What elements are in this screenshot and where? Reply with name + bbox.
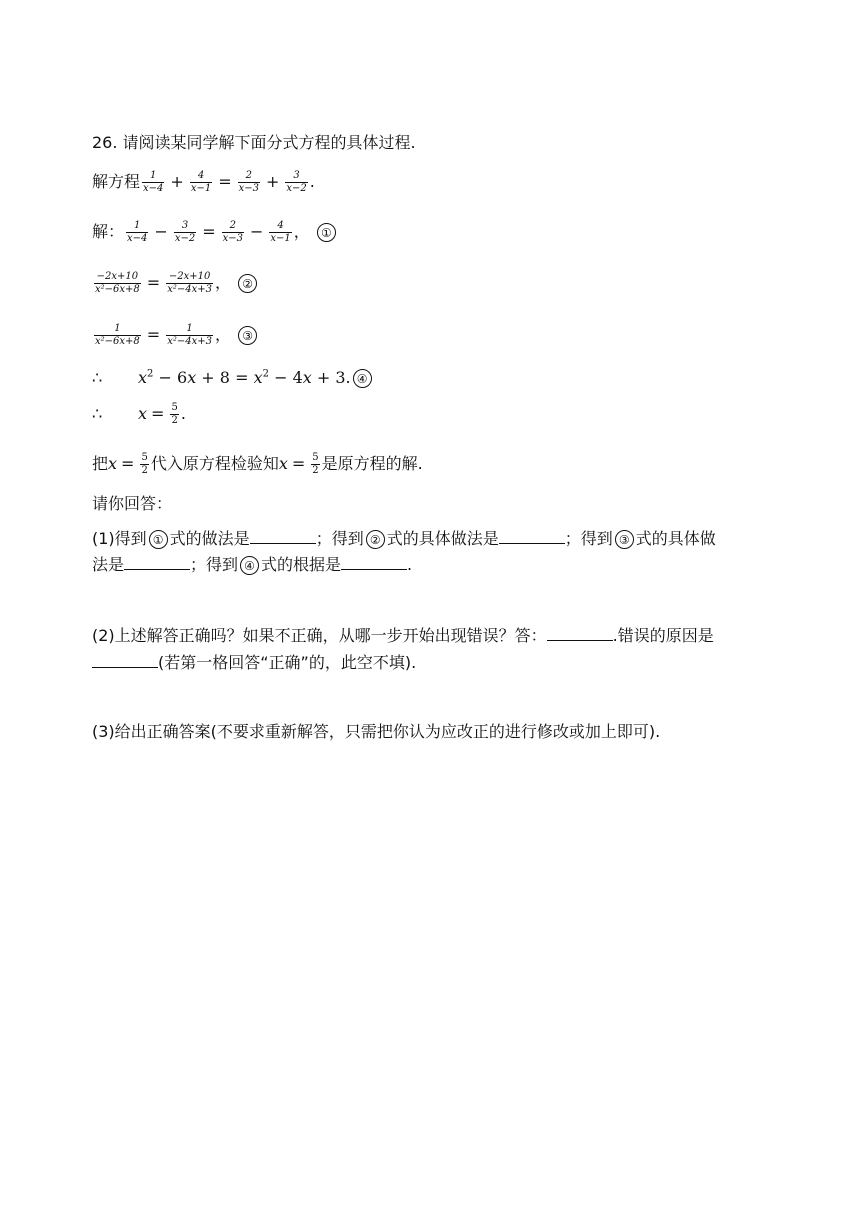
intro-text: 26. 请阅读某同学解下面分式方程的具体过程.	[92, 133, 416, 152]
answer-blank[interactable]	[547, 626, 613, 641]
answer-blank[interactable]	[341, 555, 407, 570]
check-line: 把x = $\frac{5}{2}$ 代入原方程检验知x = $\frac{5}{2}$ 是原方程的解.	[92, 452, 423, 476]
result-x: x	[138, 404, 148, 423]
check-x: x	[278, 454, 288, 473]
step-marker-1: ①	[317, 223, 336, 242]
answer-blank[interactable]	[499, 529, 565, 544]
fraction: $\frac{-2x+10}{\text{x²−4x+3}}$	[167, 271, 212, 295]
comma: ，	[214, 325, 231, 344]
step-marker-3: ③	[615, 530, 634, 549]
q3-text: (3)给出正确答案(不要求重新解答，只需把你认为应改正的进行修改或加上即可).	[92, 722, 661, 741]
check-middle: 代入原方程检验知	[150, 454, 279, 473]
fraction: $\frac{4}{x-1}$	[270, 220, 291, 244]
fraction: $\frac{1}{x-4}$	[143, 170, 164, 194]
fraction: $\frac{3}{x-2}$	[174, 220, 196, 244]
solution-label: 解：	[92, 222, 125, 241]
solve-label: 解方程	[92, 172, 141, 191]
fraction: $\frac{3}{x-2}$	[286, 170, 307, 194]
step-marker-4: ④	[240, 556, 259, 575]
q1-text: (1)得到	[92, 529, 147, 548]
q2-text: .错误的原因是	[612, 626, 714, 645]
q1-text: 法是	[92, 555, 125, 574]
fraction: $\frac{5}{2}$	[312, 452, 319, 476]
fraction: $\frac{4}{x-1}$	[190, 170, 212, 194]
question-2-line-2	[92, 652, 416, 674]
therefore-symbol: ∴	[92, 404, 103, 423]
step-4	[92, 364, 374, 389]
fraction: $\frac{2}{x-3}$	[238, 170, 259, 194]
fraction: $\frac{-2x+10}{\text{x²−6x+8}}$	[95, 271, 140, 295]
q2-text: (2)上述解答正确吗？如果不正确，从哪一步开始出现错误？答：	[92, 626, 547, 645]
original-equation: 解方程 $\frac{1}{x-4}$ + $\frac{4}{x-1}$ = $\frac{2}{x-3}$ + $\frac{3}{x-2}$ .	[92, 170, 315, 194]
fraction: $\frac{1}{\text{x²−6x+8}}$	[95, 323, 140, 347]
answer-blank[interactable]	[250, 529, 316, 544]
therefore-symbol: ∴	[92, 368, 103, 388]
step-marker-2: ②	[366, 530, 385, 549]
q1-text: 式的做法是	[169, 529, 250, 548]
step-marker-3: ③	[238, 326, 257, 345]
answer-blank[interactable]	[124, 555, 190, 570]
fraction: $\frac{5}{2}$	[141, 452, 148, 476]
step-result: ∴ x = $\frac{5}{2}$ .	[92, 402, 186, 426]
q1-text: ；得到	[315, 529, 364, 548]
period: .	[309, 172, 315, 191]
question-1-line-1	[92, 528, 716, 550]
q1-text: ；得到	[190, 555, 239, 574]
question-1-line-2	[92, 554, 412, 576]
q1-text: 式的具体做法是	[386, 529, 499, 548]
fraction: $\frac{1}{\text{x²−4x+3}}$	[167, 323, 212, 347]
q1-text: 式的具体做	[635, 529, 716, 548]
answer-prompt-text: 请你回答：	[92, 494, 173, 513]
check-suffix: 是原方程的解.	[321, 454, 423, 473]
check-prefix: 把	[92, 454, 109, 473]
q2-text: (若第一格回答“正确”的，此空不填).	[158, 653, 417, 672]
problem-intro	[92, 132, 416, 154]
answer-prompt	[92, 493, 172, 515]
step-marker-1: ①	[149, 530, 168, 549]
fraction: $\frac{5}{2}$	[171, 402, 178, 426]
q1-text: 式的根据是	[261, 555, 342, 574]
step-1: 解： $\frac{1}{x-4}$ − $\frac{3}{x-2}$ = $\frac{2}{x-3}$ − $\frac{4}{x-1}$ ， ①	[92, 220, 338, 245]
step-2: $\frac{-2x+10}{\text{x²−6x+8}}$ = $\frac{-2x+10}{\text{x²−4x+3}}$ ， ②	[92, 271, 259, 296]
equation-4: $x^2 - 6x + 8 = x^2 - 4x + 3$.	[138, 368, 351, 388]
fraction: $\frac{2}{x-3}$	[222, 220, 243, 244]
q1-text: ；得到	[564, 529, 613, 548]
comma: ，	[214, 273, 231, 292]
answer-blank[interactable]	[92, 653, 158, 668]
step-3: $\frac{1}{\text{x²−6x+8}}$ = $\frac{1}{\text{x²−4x+3}}$ ， ③	[92, 323, 259, 348]
step-marker-2: ②	[238, 274, 257, 293]
question-2-line-1	[92, 625, 714, 647]
question-3	[92, 721, 660, 743]
fraction: $\frac{1}{x-4}$	[127, 220, 148, 244]
comma: ，	[293, 222, 310, 241]
check-x: x	[108, 454, 118, 473]
period: .	[180, 404, 186, 423]
step-marker-4: ④	[353, 369, 372, 388]
q1-text: .	[407, 555, 413, 574]
